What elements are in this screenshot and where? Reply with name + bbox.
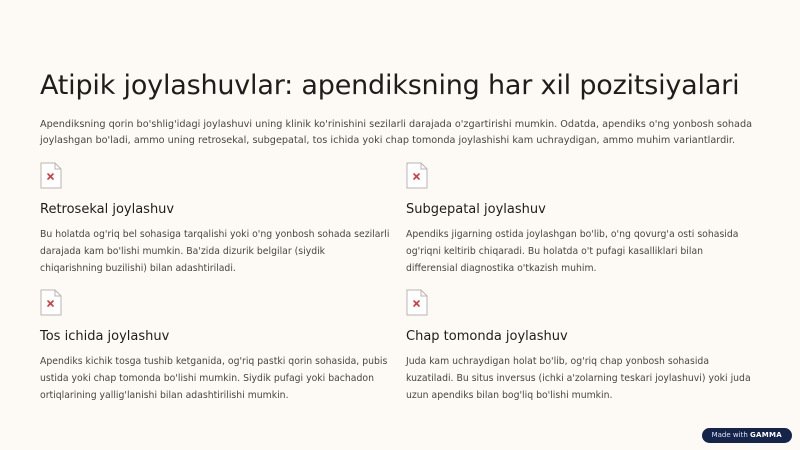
card-title: Chap tomonda joylashuv [406,329,568,344]
card-text: Apendiks kichik tosga tushib ketganida, og'riq pastki qorin sohasida, pubis ustida yoki chap tomonda bo'lishi mumkin. Siydik pufagi yoki bachadon ortiqlarining yallig'lanishi bilan adashtirilishi mumkin. [40,356,388,401]
card-subgepatal [406,162,756,277]
card-text: Juda kam uchraydigan holat bo'lib, og'riq chap yonbosh sohasida kuzatiladi. Bu situs inversus (ichki a'zolarning teskari joylashuvi) yoki juda uzun apendiks bilan bog'liq bo'lishi mumkin. [406,356,751,401]
card-title: Subgepatal joylashuv [406,202,546,217]
card-chap-tomonda [406,289,756,404]
card-text: Apendiks jigarning ostida joylashgan bo'lib, o'ng qovurg'a osti sohasida og'riqni keltirib chiqaradi. Bu holatda o't pufagi kasalliklari bilan differensial diagnostika o'tkazish muhim. [406,229,739,274]
intro-paragraph: Apendiksning qorin bo'shlig'idagi joylashuvi uning klinik ko'rinishini sezilarli darajada o'zgartirishi mumkin. Odatda, apendiks o'ng yonbosh sohada joylashgan bo'ladi, ammo uning retrosekal, subgepatal, tos ichida yoki chap tomonda joylashishi kam uchraydigan, ammo muhim variantlardir. [40,118,753,146]
broken-image-icon [40,162,62,189]
made-with-gamma-badge[interactable] [702,428,792,443]
badge-brand: GAMMA [749,431,782,439]
broken-image-icon [406,289,428,316]
card-title: Tos ichida joylashuv [40,329,170,344]
badge-prefix: Made with [711,431,748,439]
broken-image-icon [40,289,62,316]
card-text: Bu holatda og'riq bel sohasiga tarqalishi yoki o'ng yonbosh sohada sezilarli darajada kam bo'lishi mumkin. Ba'zida dizurik belgilar (siydik chiqarishning buzilishi) bilan adashtiriladi. [40,229,390,274]
card-title: Retrosekal joylashuv [40,202,175,217]
page-title: Atipik joylashuvlar: apendiksning har xil pozitsiyalari [40,70,740,102]
slide [40,0,770,450]
card-tos-ichida [40,289,390,404]
broken-image-icon [406,162,428,189]
card-retrosekal [40,162,390,277]
